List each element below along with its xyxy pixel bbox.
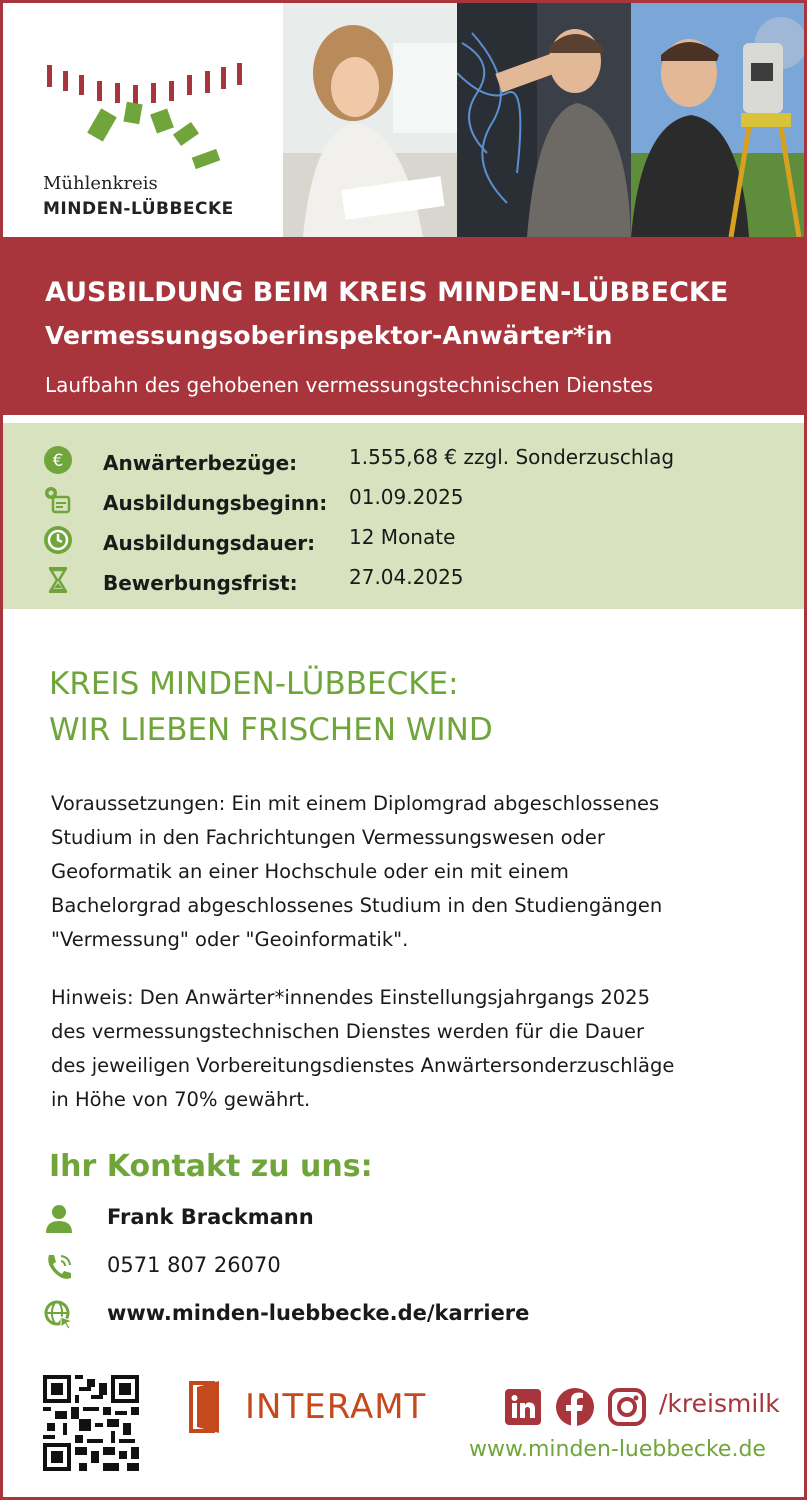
slogan-headline: [49, 661, 493, 753]
contact-name: Frank Brackmann: [107, 1205, 314, 1229]
text-line: Bachelorgrad abgeschlossenes Studium in den Studiengängen: [51, 894, 663, 917]
career-subtitle: Laufbahn des gehobenen vermessungstechnischen Dienstes: [45, 373, 653, 397]
hourglass-icon: [43, 565, 73, 595]
footer-website-link[interactable]: www.minden-luebbecke.de: [469, 1437, 766, 1462]
position-title: Vermessungsoberinspektor-Anwärter*in: [45, 321, 613, 350]
fact-label: Bewerbungsfrist:: [103, 571, 298, 595]
text-line: Hinweis: Den Anwärter*innendes Einstellungsjahrgangs 2025: [51, 986, 650, 1009]
fact-label: Anwärterbezüge:: [103, 451, 298, 475]
calendar-gear-icon: [43, 485, 73, 515]
text-line: des vermessungstechnischen Dienstes werden für die Dauer: [51, 1020, 645, 1043]
logo-line-2: MINDEN-LÜBBECKE: [43, 199, 234, 219]
facebook-icon[interactable]: [555, 1387, 595, 1427]
globe-cursor-icon: [43, 1299, 75, 1331]
header: [3, 3, 804, 237]
fact-label: Ausbildungsbeginn:: [103, 491, 328, 515]
fact-row-deadline: [43, 563, 783, 599]
interamt-logo[interactable]: [189, 1379, 429, 1435]
facts-panel: [3, 423, 804, 609]
svg-text:€: €: [52, 451, 64, 471]
text-line: Voraussetzungen: Ein mit einem Diplomgrad abgeschlossenes: [51, 792, 660, 815]
fact-value: 12 Monate: [349, 525, 456, 549]
title-band: [3, 237, 804, 415]
text-line: in Höhe von 70% gewährt.: [51, 1088, 311, 1111]
interamt-label: INTERAMT: [245, 1387, 427, 1427]
photo-woman: [283, 3, 457, 237]
text-line: Studium in den Fachrichtungen Vermessungswesen oder: [51, 826, 605, 849]
fact-value: 1.555,68 € zzgl. Sonderzuschlag: [349, 445, 675, 469]
fact-value: 27.04.2025: [349, 565, 464, 589]
photo-man-server: [457, 3, 631, 237]
career-link[interactable]: www.minden-luebbecke.de/karriere: [107, 1301, 530, 1325]
contact-heading: Ihr Kontakt zu uns:: [49, 1149, 373, 1184]
requirements-paragraph: [51, 787, 771, 957]
linkedin-icon[interactable]: [505, 1389, 541, 1425]
fact-row-start: [43, 483, 783, 519]
contact-website: [43, 1295, 743, 1335]
social-handle: /kreismilk: [659, 1389, 780, 1418]
qr-code-icon[interactable]: [43, 1375, 139, 1471]
note-paragraph: [51, 981, 771, 1117]
text-line: Geoformatik an einer Hochschule oder ein mit einem: [51, 860, 569, 883]
text-line: "Vermessung" oder "Geoinformatik".: [51, 928, 409, 951]
instagram-icon[interactable]: [607, 1387, 647, 1427]
logo: [3, 3, 283, 237]
slogan-line-1: KREIS MINDEN-LÜBBECKE:: [49, 666, 459, 702]
fact-row-duration: [43, 523, 783, 559]
person-icon: [43, 1203, 75, 1235]
fact-label: Ausbildungsdauer:: [103, 531, 316, 555]
contact-phone: [43, 1247, 743, 1287]
euro-icon: [43, 445, 73, 475]
social-links: [503, 1385, 793, 1429]
text-line: des jeweiligen Vorbereitungsdienstes Anwärtersonderzuschläge: [51, 1054, 675, 1077]
phone-number[interactable]: 0571 807 26070: [107, 1253, 281, 1277]
fact-value: 01.09.2025: [349, 485, 464, 509]
photo-man-surveyor: [631, 3, 804, 237]
logo-line-1: Mühlenkreis: [43, 173, 158, 194]
slogan-line-2: WIR LIEBEN FRISCHEN WIND: [49, 712, 493, 748]
fact-row-salary: [43, 443, 783, 479]
contact-person: [43, 1199, 743, 1239]
mill-logo-icon: [3, 3, 283, 173]
clock-icon: [43, 525, 73, 555]
main-title: AUSBILDUNG BEIM KREIS MINDEN-LÜBBECKE: [45, 277, 729, 308]
phone-icon: [43, 1251, 75, 1283]
door-icon: [189, 1379, 233, 1435]
